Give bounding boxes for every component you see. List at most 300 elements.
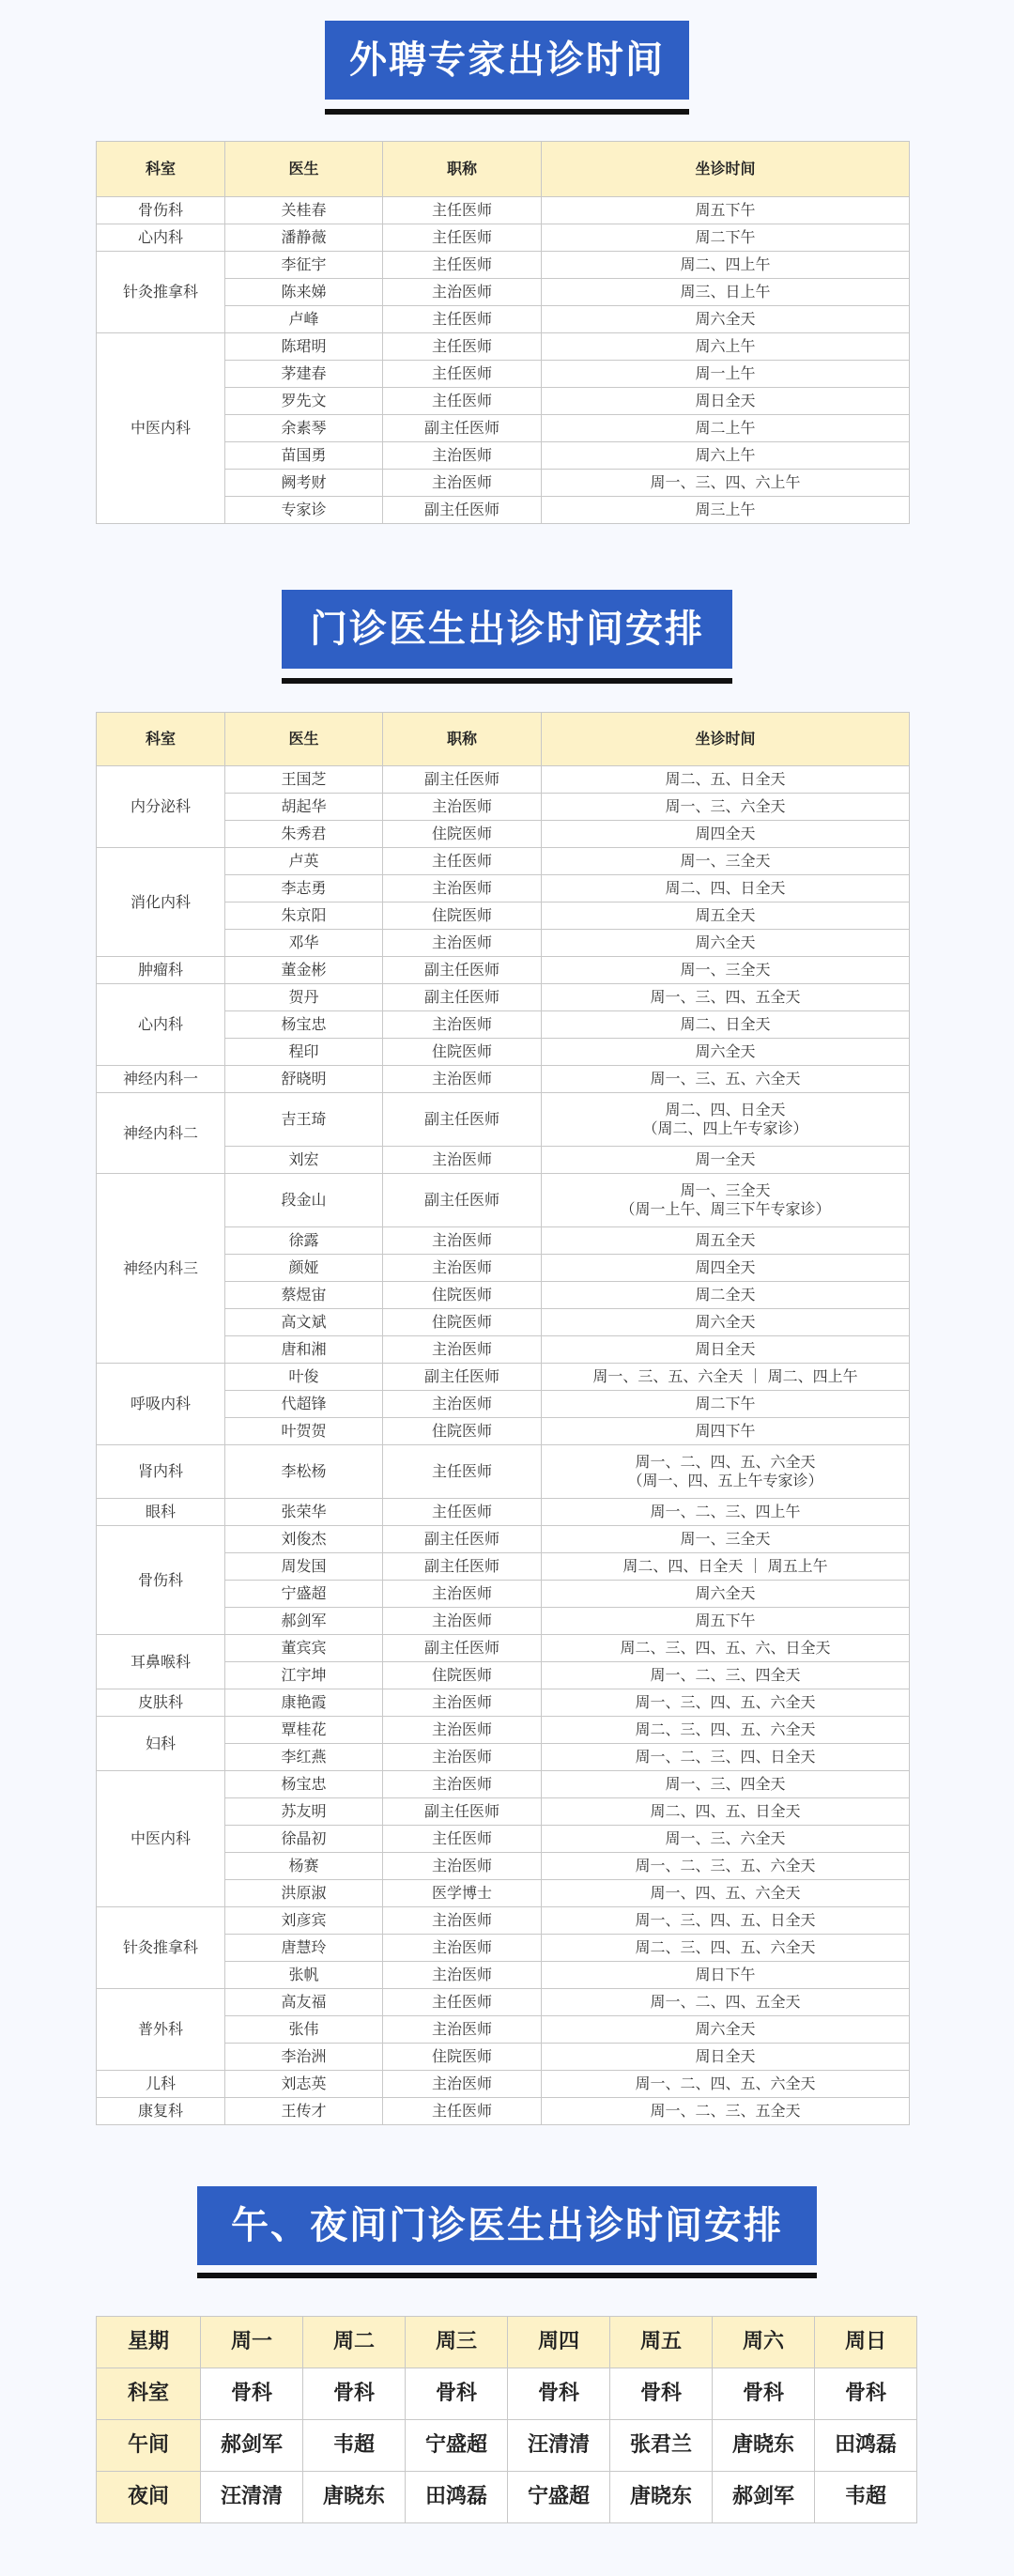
weekday-header: 周三 xyxy=(406,2317,508,2368)
schedule-cell xyxy=(542,1309,910,1336)
title-cell: 副主任医师 xyxy=(383,1798,542,1826)
doctor-cell: 王传才 xyxy=(225,2098,383,2125)
schedule-line: 周二下午 xyxy=(695,1395,756,1412)
schedule-cell: 唐晓东 xyxy=(713,2420,815,2472)
doctor-cell: 杨宝忠 xyxy=(225,1011,383,1039)
title-cell: 主治医师 xyxy=(383,1147,542,1174)
table-row xyxy=(97,1093,910,1147)
section3-title-wrap xyxy=(0,2186,1014,2265)
schedule-line: 周一上午 xyxy=(695,364,756,382)
doctor-cell: 蔡煜宙 xyxy=(225,1282,383,1309)
title-cell: 主治医师 xyxy=(383,1962,542,1989)
schedule-cell xyxy=(542,1581,910,1608)
schedule-cell xyxy=(542,984,910,1011)
doctor-cell: 李红燕 xyxy=(225,1744,383,1771)
schedule-cell: 田鸿磊 xyxy=(406,2472,508,2523)
header-schedule: 坐诊时间 xyxy=(542,142,910,197)
doctor-cell: 颜娅 xyxy=(225,1255,383,1282)
schedule-cell xyxy=(542,794,910,821)
title-cell: 主任医师 xyxy=(383,2098,542,2125)
schedule-line: 周一、三、四、五、日全天 xyxy=(635,1911,816,1929)
schedule-line: 周一、三、五、六全天 xyxy=(650,1070,801,1087)
schedule-cell: 骨科 xyxy=(815,2368,917,2420)
doctor-cell: 高友福 xyxy=(225,1989,383,2016)
header-dept: 科室 xyxy=(97,142,225,197)
schedule-cell xyxy=(542,1744,910,1771)
table-row xyxy=(97,1771,910,1798)
schedule-cell xyxy=(542,1255,910,1282)
doctor-cell: 阙考财 xyxy=(225,470,383,497)
schedule-line: 周一、三全天 xyxy=(680,961,771,979)
doctor-cell: 康艳霞 xyxy=(225,1689,383,1717)
doctor-cell: 胡起华 xyxy=(225,794,383,821)
doctor-cell: 卢峰 xyxy=(225,306,383,333)
header-doctor: 医生 xyxy=(225,142,383,197)
schedule-line: 周六全天 xyxy=(695,310,756,328)
dept-cell: 中医内科 xyxy=(97,1771,225,1907)
schedule-line: 周一、三全天 xyxy=(680,1181,771,1199)
doctor-cell: 代超锋 xyxy=(225,1391,383,1418)
doctor-cell: 董宾宾 xyxy=(225,1635,383,1662)
schedule-cell xyxy=(542,1635,910,1662)
title-cell: 主治医师 xyxy=(383,875,542,902)
title-cell: 主治医师 xyxy=(383,1227,542,1255)
schedule-cell xyxy=(542,1039,910,1066)
schedule-cell xyxy=(542,1093,910,1147)
title-cell: 住院医师 xyxy=(383,821,542,848)
schedule-line: 周一、二、三、四、日全天 xyxy=(635,1748,816,1766)
section2-title-wrap xyxy=(0,590,1014,669)
schedule-line: 周五下午 xyxy=(695,201,756,219)
schedule-cell xyxy=(542,2098,910,2125)
schedule-cell: 骨科 xyxy=(508,2368,610,2420)
schedule-line: 周二、日全天 xyxy=(680,1015,771,1033)
schedule-cell: 郝剑军 xyxy=(201,2420,303,2472)
doctor-cell: 段金山 xyxy=(225,1174,383,1227)
doctor-cell: 张荣华 xyxy=(225,1499,383,1526)
dept-cell: 普外科 xyxy=(97,1989,225,2071)
title-cell: 主治医师 xyxy=(383,1853,542,1880)
doctor-cell: 苏友明 xyxy=(225,1798,383,1826)
table-row xyxy=(97,984,910,1011)
dept-cell: 心内科 xyxy=(97,224,225,252)
schedule-cell xyxy=(542,1174,910,1227)
schedule-cell: 汪清清 xyxy=(508,2420,610,2472)
schedule-cell: 唐晓东 xyxy=(610,2472,713,2523)
schedule-line: 周一、三、六全天 xyxy=(665,1829,786,1847)
doctor-cell: 余素琴 xyxy=(225,415,383,442)
title-cell: 副主任医师 xyxy=(383,415,542,442)
doctor-cell: 专家诊 xyxy=(225,497,383,524)
schedule-line: 周六上午 xyxy=(695,337,756,355)
dept-cell: 消化内科 xyxy=(97,848,225,957)
title-cell: 主治医师 xyxy=(383,794,542,821)
dept-cell: 骨伤科 xyxy=(97,1526,225,1635)
schedule-cell: 田鸿磊 xyxy=(815,2420,917,2472)
schedule-cell xyxy=(542,1391,910,1418)
schedule-line: 周二、三、四、五、六全天 xyxy=(635,1938,816,1956)
schedule-line: 周二、四、日全天 ｜ 周五上午 xyxy=(622,1557,828,1575)
schedule-cell xyxy=(542,1880,910,1907)
schedule-cell xyxy=(542,1011,910,1039)
schedule-line: 周五下午 xyxy=(695,1612,756,1629)
doctor-cell: 贺丹 xyxy=(225,984,383,1011)
table-row xyxy=(97,1989,910,2016)
table-row xyxy=(97,1907,910,1935)
title-cell: 主任医师 xyxy=(383,848,542,875)
schedule-cell xyxy=(542,1418,910,1445)
title-cell: 主治医师 xyxy=(383,1771,542,1798)
section3-title: 午、夜间门诊医生出诊时间安排 xyxy=(197,2186,817,2265)
schedule-cell xyxy=(542,1662,910,1689)
title-cell: 主任医师 xyxy=(383,224,542,252)
dept-cell: 神经内科一 xyxy=(97,1066,225,1093)
title-cell: 副主任医师 xyxy=(383,1526,542,1553)
title-cell: 主任医师 xyxy=(383,306,542,333)
section2-title: 门诊医生出诊时间安排 xyxy=(282,590,732,669)
schedule-note: （周一上午、周三下午专家诊） xyxy=(620,1200,831,1218)
dept-cell: 耳鼻喉科 xyxy=(97,1635,225,1689)
schedule-line: 周一、三全天 xyxy=(680,1530,771,1548)
dept-cell: 骨伤科 xyxy=(97,197,225,224)
table-row xyxy=(97,1526,910,1553)
schedule-note: （周二、四上午专家诊） xyxy=(642,1119,808,1137)
table-row xyxy=(97,2420,917,2472)
schedule-cell xyxy=(542,1526,910,1553)
doctor-cell: 叶贺贺 xyxy=(225,1418,383,1445)
doctor-cell: 朱秀君 xyxy=(225,821,383,848)
schedule-line: 周一、二、三、四全天 xyxy=(650,1666,801,1684)
external-experts-table xyxy=(96,141,910,524)
schedule-line: 周六全天 xyxy=(695,1042,756,1060)
table-row xyxy=(97,2472,917,2523)
dept-cell: 儿科 xyxy=(97,2071,225,2098)
doctor-cell: 张帆 xyxy=(225,1962,383,1989)
schedule-cell: 汪清清 xyxy=(201,2472,303,2523)
schedule-cell xyxy=(542,470,910,497)
weekday-header: 周四 xyxy=(508,2317,610,2368)
schedule-line: 周二、三、四、五、六、日全天 xyxy=(620,1639,831,1657)
title-cell: 主任医师 xyxy=(383,1989,542,2016)
title-cell: 副主任医师 xyxy=(383,766,542,794)
schedule-line: 周六上午 xyxy=(695,446,756,464)
schedule-line: 周四全天 xyxy=(695,825,756,842)
weekday-header: 周五 xyxy=(610,2317,713,2368)
schedule-cell xyxy=(542,1962,910,1989)
title-cell: 主任医师 xyxy=(383,333,542,361)
title-cell: 住院医师 xyxy=(383,1662,542,1689)
doctor-cell: 覃桂花 xyxy=(225,1717,383,1744)
table-row xyxy=(97,2071,910,2098)
schedule-line: 周二上午 xyxy=(695,419,756,437)
schedule-cell xyxy=(542,848,910,875)
doctor-cell: 徐晶初 xyxy=(225,1826,383,1853)
table-row xyxy=(97,1689,910,1717)
schedule-line: 周日全天 xyxy=(695,392,756,409)
schedule-line: 周六全天 xyxy=(695,933,756,951)
schedule-cell xyxy=(542,1147,910,1174)
dept-cell: 肾内科 xyxy=(97,1445,225,1499)
row-label-cell: 午间 xyxy=(97,2420,201,2472)
schedule-line: 周五全天 xyxy=(695,1231,756,1249)
doctor-cell: 潘静薇 xyxy=(225,224,383,252)
schedule-cell: 张君兰 xyxy=(610,2420,713,2472)
dept-cell: 内分泌科 xyxy=(97,766,225,848)
doctor-cell: 朱京阳 xyxy=(225,902,383,930)
weekday-header: 周一 xyxy=(201,2317,303,2368)
schedule-line: 周一、三、六全天 xyxy=(665,797,786,815)
table-row xyxy=(97,252,910,279)
schedule-cell: 宁盛超 xyxy=(406,2420,508,2472)
schedule-line: 周一、三、四、六上午 xyxy=(650,473,801,491)
schedule-cell xyxy=(542,279,910,306)
schedule-line: 周二、四上午 xyxy=(680,255,771,273)
table-row xyxy=(97,1364,910,1391)
dept-cell: 肿瘤科 xyxy=(97,957,225,984)
doctor-cell: 王国芝 xyxy=(225,766,383,794)
doctor-cell: 张伟 xyxy=(225,2016,383,2044)
title-cell: 主治医师 xyxy=(383,2016,542,2044)
schedule-cell xyxy=(542,957,910,984)
doctor-cell: 舒晓明 xyxy=(225,1066,383,1093)
doctor-cell: 程印 xyxy=(225,1039,383,1066)
title-cell: 主治医师 xyxy=(383,279,542,306)
table-row xyxy=(97,1445,910,1499)
title-cell: 副主任医师 xyxy=(383,1553,542,1581)
title-cell: 副主任医师 xyxy=(383,1174,542,1227)
schedule-cell xyxy=(542,875,910,902)
schedule-line: 周一、二、三、四上午 xyxy=(650,1503,801,1520)
doctor-cell: 高文斌 xyxy=(225,1309,383,1336)
title-cell: 主治医师 xyxy=(383,470,542,497)
doctor-cell: 吉王琦 xyxy=(225,1093,383,1147)
schedule-line: 周二、四、日全天 xyxy=(665,1101,786,1118)
schedule-cell xyxy=(542,1935,910,1962)
schedule-cell xyxy=(542,1282,910,1309)
doctor-cell: 叶俊 xyxy=(225,1364,383,1391)
doctor-cell: 唐和湘 xyxy=(225,1336,383,1364)
row-label-cell: 夜间 xyxy=(97,2472,201,2523)
schedule-cell xyxy=(542,2071,910,2098)
schedule-cell xyxy=(542,766,910,794)
schedule-cell: 唐晓东 xyxy=(303,2472,406,2523)
schedule-cell xyxy=(542,442,910,470)
schedule-line: 周二、四、日全天 xyxy=(665,879,786,897)
title-cell: 副主任医师 xyxy=(383,1093,542,1147)
schedule-cell: 骨科 xyxy=(406,2368,508,2420)
doctor-cell: 陈珺明 xyxy=(225,333,383,361)
table-row xyxy=(97,2098,910,2125)
schedule-line: 周一、三、四全天 xyxy=(665,1775,786,1793)
table-row xyxy=(97,848,910,875)
dept-cell: 针灸推拿科 xyxy=(97,252,225,333)
doctor-cell: 李志勇 xyxy=(225,875,383,902)
title-cell: 副主任医师 xyxy=(383,957,542,984)
section1-title-underline xyxy=(325,109,689,115)
title-cell: 住院医师 xyxy=(383,1418,542,1445)
header-dept: 科室 xyxy=(97,713,225,766)
schedule-cell xyxy=(542,1499,910,1526)
schedule-line: 周二下午 xyxy=(695,228,756,246)
title-cell: 主任医师 xyxy=(383,252,542,279)
doctor-cell: 周发国 xyxy=(225,1553,383,1581)
doctor-cell: 卢英 xyxy=(225,848,383,875)
row-label-cell: 科室 xyxy=(97,2368,201,2420)
schedule-cell xyxy=(542,1717,910,1744)
dept-cell: 康复科 xyxy=(97,2098,225,2125)
title-cell: 主治医师 xyxy=(383,1066,542,1093)
schedule-cell xyxy=(542,1445,910,1499)
doctor-cell: 杨赛 xyxy=(225,1853,383,1880)
title-cell: 住院医师 xyxy=(383,1282,542,1309)
schedule-cell: 郝剑军 xyxy=(713,2472,815,2523)
schedule-cell: 骨科 xyxy=(201,2368,303,2420)
schedule-cell xyxy=(542,252,910,279)
title-cell: 住院医师 xyxy=(383,2044,542,2071)
doctor-cell: 徐露 xyxy=(225,1227,383,1255)
weekday-header: 周六 xyxy=(713,2317,815,2368)
schedule-line: 周日全天 xyxy=(695,2047,756,2065)
schedule-cell xyxy=(542,306,910,333)
schedule-line: 周一、四、五、六全天 xyxy=(650,1884,801,1902)
schedule-line: 周一、三、四、五全天 xyxy=(650,988,801,1006)
schedule-line: 周一、二、四、五、六全天 xyxy=(635,1453,816,1471)
schedule-cell: 骨科 xyxy=(610,2368,713,2420)
dept-cell: 眼科 xyxy=(97,1499,225,1526)
schedule-note: （周一、四、五上午专家诊） xyxy=(627,1472,823,1489)
weekday-header: 周二 xyxy=(303,2317,406,2368)
schedule-cell xyxy=(542,1689,910,1717)
doctor-cell: 郝剑军 xyxy=(225,1608,383,1635)
schedule-cell xyxy=(542,1364,910,1391)
schedule-cell: 韦超 xyxy=(303,2420,406,2472)
doctor-cell: 李松杨 xyxy=(225,1445,383,1499)
header-title: 职称 xyxy=(383,713,542,766)
title-cell: 主任医师 xyxy=(383,1499,542,1526)
doctor-cell: 刘俊杰 xyxy=(225,1526,383,1553)
schedule-line: 周一、二、三、五、六全天 xyxy=(635,1857,816,1874)
schedule-line: 周日下午 xyxy=(695,1966,756,1983)
title-cell: 主治医师 xyxy=(383,1255,542,1282)
schedule-line: 周一全天 xyxy=(695,1150,756,1168)
schedule-line: 周六全天 xyxy=(695,2020,756,2038)
doctor-cell: 刘彦宾 xyxy=(225,1907,383,1935)
schedule-line: 周五全天 xyxy=(695,906,756,924)
section2-title-underline xyxy=(282,678,732,684)
title-cell: 副主任医师 xyxy=(383,984,542,1011)
doctor-cell: 李治洲 xyxy=(225,2044,383,2071)
schedule-cell xyxy=(542,1989,910,2016)
title-cell: 主治医师 xyxy=(383,1689,542,1717)
dept-cell: 呼吸内科 xyxy=(97,1364,225,1445)
section1-title: 外聘专家出诊时间 xyxy=(325,21,689,100)
section3-title-underline xyxy=(197,2273,817,2278)
schedule-line: 周一、三、四、五、六全天 xyxy=(635,1693,816,1711)
dept-cell: 神经内科二 xyxy=(97,1093,225,1174)
schedule-cell xyxy=(542,1798,910,1826)
table-row xyxy=(97,1066,910,1093)
schedule-line: 周四下午 xyxy=(695,1422,756,1440)
title-cell: 副主任医师 xyxy=(383,497,542,524)
schedule-cell xyxy=(542,1553,910,1581)
title-cell: 主治医师 xyxy=(383,1608,542,1635)
title-cell: 主治医师 xyxy=(383,1744,542,1771)
noon-night-clinic-table xyxy=(96,2316,917,2523)
schedule-cell xyxy=(542,1608,910,1635)
title-cell: 主治医师 xyxy=(383,1336,542,1364)
schedule-cell xyxy=(542,1227,910,1255)
schedule-cell: 韦超 xyxy=(815,2472,917,2523)
schedule-line: 周二、四、五、日全天 xyxy=(650,1802,801,1820)
dept-cell: 妇科 xyxy=(97,1717,225,1771)
title-cell: 主治医师 xyxy=(383,1935,542,1962)
schedule-cell xyxy=(542,1066,910,1093)
table-row xyxy=(97,2368,917,2420)
schedule-line: 周三、日上午 xyxy=(680,283,771,301)
header-title: 职称 xyxy=(383,142,542,197)
doctor-cell: 李征宇 xyxy=(225,252,383,279)
doctor-cell: 刘宏 xyxy=(225,1147,383,1174)
title-cell: 主任医师 xyxy=(383,388,542,415)
schedule-line: 周二、三、四、五、六全天 xyxy=(635,1720,816,1738)
title-cell: 主治医师 xyxy=(383,1581,542,1608)
doctor-cell: 唐慧玲 xyxy=(225,1935,383,1962)
schedule-cell xyxy=(542,930,910,957)
title-cell: 主治医师 xyxy=(383,1391,542,1418)
doctor-cell: 董金彬 xyxy=(225,957,383,984)
title-cell: 主任医师 xyxy=(383,1445,542,1499)
title-cell: 主治医师 xyxy=(383,1907,542,1935)
schedule-cell xyxy=(542,388,910,415)
doctor-cell: 陈来娣 xyxy=(225,279,383,306)
schedule-cell xyxy=(542,902,910,930)
title-cell: 主治医师 xyxy=(383,442,542,470)
section1-title-wrap xyxy=(0,21,1014,100)
schedule-cell xyxy=(542,1771,910,1798)
schedule-cell xyxy=(542,1853,910,1880)
schedule-cell: 骨科 xyxy=(713,2368,815,2420)
dept-cell: 心内科 xyxy=(97,984,225,1066)
schedule-line: 周六全天 xyxy=(695,1313,756,1331)
schedule-line: 周四全天 xyxy=(695,1258,756,1276)
title-cell: 副主任医师 xyxy=(383,1364,542,1391)
title-cell: 医学博士 xyxy=(383,1880,542,1907)
title-cell: 住院医师 xyxy=(383,1039,542,1066)
dept-cell: 中医内科 xyxy=(97,333,225,524)
header-doctor: 医生 xyxy=(225,713,383,766)
schedule-line: 周日全天 xyxy=(695,1340,756,1358)
title-cell: 主治医师 xyxy=(383,1011,542,1039)
schedule-line: 周六全天 xyxy=(695,1584,756,1602)
schedule-cell xyxy=(542,821,910,848)
doctor-cell: 苗国勇 xyxy=(225,442,383,470)
title-cell: 主治医师 xyxy=(383,930,542,957)
dept-cell: 皮肤科 xyxy=(97,1689,225,1717)
title-cell: 住院医师 xyxy=(383,902,542,930)
schedule-cell xyxy=(542,497,910,524)
clinic-doctors-table xyxy=(96,712,910,2125)
doctor-cell: 邓华 xyxy=(225,930,383,957)
schedule-cell xyxy=(542,2044,910,2071)
dept-cell: 神经内科三 xyxy=(97,1174,225,1364)
doctor-cell: 洪原淑 xyxy=(225,1880,383,1907)
schedule-line: 周一、三、五、六全天 ｜ 周二、四上午 xyxy=(592,1367,858,1385)
schedule-line: 周一、三全天 xyxy=(680,852,771,870)
schedule-cell xyxy=(542,361,910,388)
table-row xyxy=(97,224,910,252)
title-cell: 主任医师 xyxy=(383,197,542,224)
schedule-line: 周一、二、三、五全天 xyxy=(650,2102,801,2120)
